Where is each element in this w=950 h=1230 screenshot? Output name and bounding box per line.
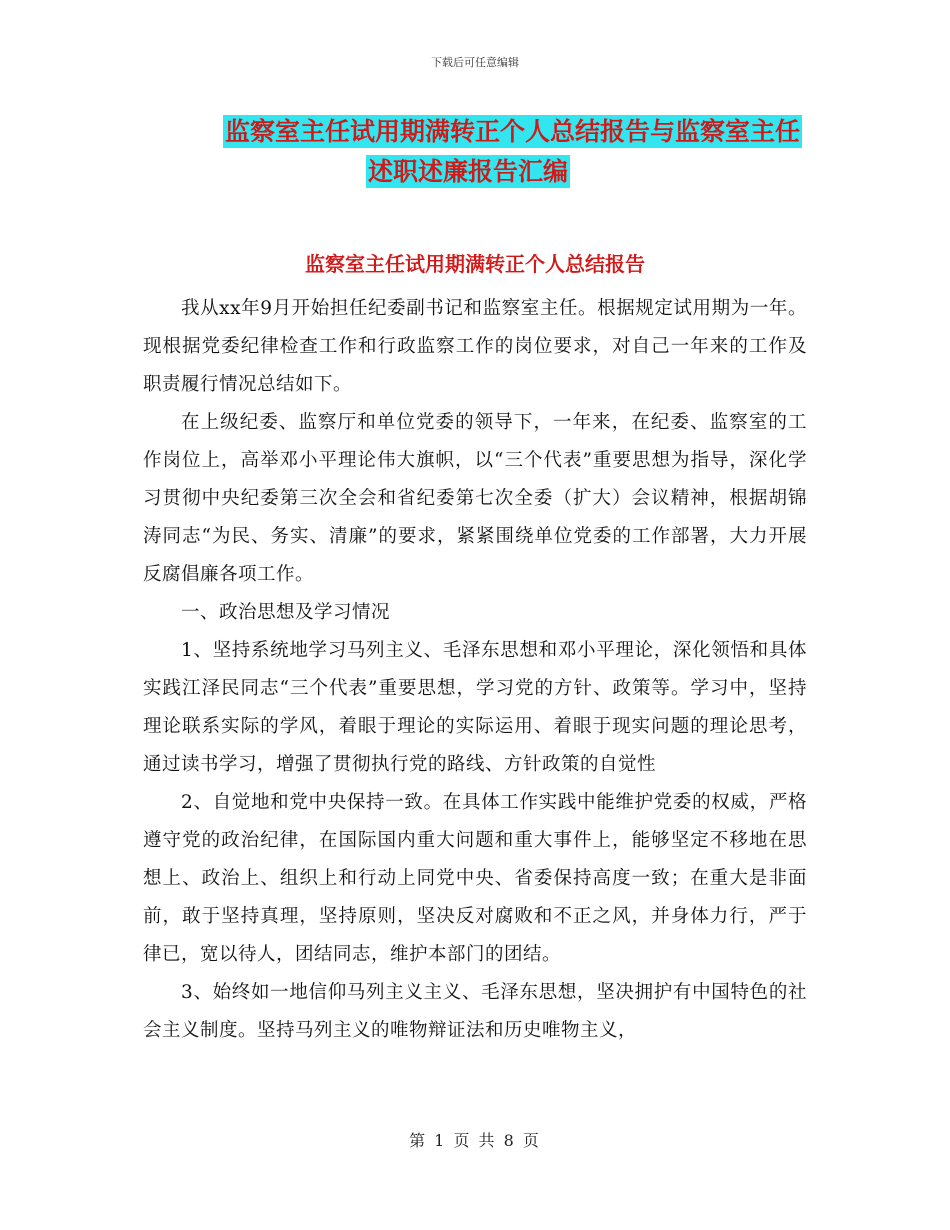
title-line-2: 述职述廉报告汇编 [368, 157, 569, 186]
document-title [140, 112, 810, 192]
body-paragraph: 在上级纪委、监察厅和单位党委的领导下，一年来，在纪委、监察室的工作岗位上，高举邓小平理论伟大旗帜，以“三个代表”重要思想为指导，深化学习贯彻中央纪委第三次全会和省纪委第七次全委（扩大）会议精神，根据胡锦涛同志“为民、务实、清廉”的要求，紧紧围绕单位党委的工作部署，大力开展反腐倡廉各项工作。 [143, 412, 807, 585]
page-number-footer: 第 1 页 共 8 页 [409, 1131, 541, 1150]
body-paragraph: 2、自觉地和党中央保持一致。在具体工作实践中能维护党委的权威，严格遵守党的政治纪律，在国际国内重大问题和重大事件上，能够坚定不移地在思想上、政治上、组织上和行动上同党中央、省委保持高度一致；在重大是非面前，敢于坚持真理，坚持原则，坚决反对腐败和不正之风，并身体力行，严于律已，宽以待人，团结同志，维护本部门的团结。 [143, 792, 807, 965]
section-heading: 一、政治思想及学习情况 [181, 602, 391, 623]
section-title: 监察室主任试用期满转正个人总结报告 [305, 252, 645, 276]
page-header-note: 下载后可任意编辑 [431, 56, 519, 69]
body-paragraph: 1、坚持系统地学习马列主义、毛泽东思想和邓小平理论，深化领悟和具体实践江泽民同志“三个代表”重要思想，学习党的方针、政策等。学习中，坚持理论联系实际的学风，着眼于理论的实际运用、着眼于现实问题的理论思考，通过读书学习，增强了贯彻执行党的路线、方针政策的自觉性 [143, 640, 807, 775]
body-paragraph: 我从xx年9月开始担任纪委副书记和监察室主任。根据规定试用期为一年。现根据党委纪律检查工作和行政监察工作的岗位要求，对自己一年来的工作及职责履行情况总结如下。 [143, 298, 807, 395]
body-paragraph: 3、始终如一地信仰马列主义主义、毛泽东思想，坚决拥护有中国特色的社会主义制度。坚持马列主义的唯物辩证法和历史唯物主义， [143, 982, 807, 1041]
title-line-1: 监察室主任试用期满转正个人总结报告与监察室主任 [224, 117, 800, 146]
document-body [143, 290, 807, 1050]
